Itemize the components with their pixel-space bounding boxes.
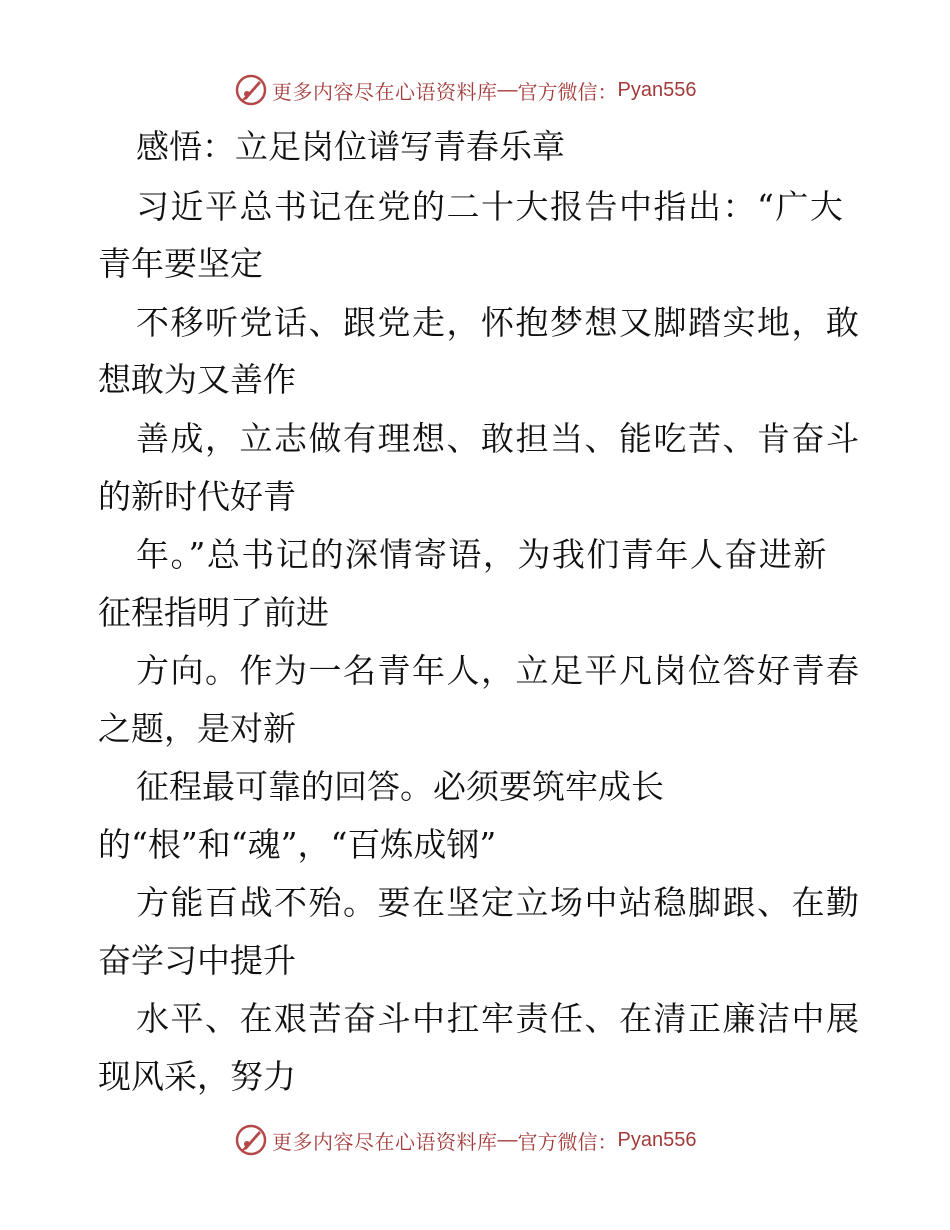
section-title: 感悟：立足岗位谱写青春乐章 xyxy=(136,127,565,166)
body-line: 不移听党话、跟党走，怀抱梦想又脚踏实地，敢 xyxy=(136,303,861,342)
body-line: 方能百战不殆。要在坚定立场中站稳脚跟、在勤 xyxy=(136,883,861,922)
body-line: 习近平总书记在党的二十大报告中指出：“广大 xyxy=(136,187,845,226)
body-line: 奋学习中提升 xyxy=(98,941,296,980)
body-line: 征程最可靠的回答。必须要筑牢成长 xyxy=(136,767,664,806)
body-line: 青年要坚定 xyxy=(98,244,263,283)
banner-dash: — xyxy=(497,1128,518,1151)
banner-wechat-label: 官方微信： xyxy=(517,79,618,104)
body-line: 水平、在艰苦奋斗中扛牢责任、在清正廉洁中展 xyxy=(136,999,861,1038)
banner-wechat-id: Pyan556 xyxy=(617,78,697,101)
banner-wechat-label: 官方微信： xyxy=(517,1129,618,1154)
banner-title: 更多内容尽在心语资料库 xyxy=(272,1129,498,1154)
body-line: 现风采，努力 xyxy=(98,1057,296,1096)
body-line: 年。”总书记的深情寄语，为我们青年人奋进新 xyxy=(136,535,828,574)
body-line: 之题，是对新 xyxy=(98,709,296,748)
body-line: 的新时代好青 xyxy=(98,477,296,516)
banner-wechat-id: Pyan556 xyxy=(617,1128,697,1151)
quill-pen-logo-icon xyxy=(234,73,268,107)
body-line: 善成，立志做有理想、敢担当、能吃苦、肯奋斗 xyxy=(136,419,861,458)
body-line: 方向。作为一名青年人，立足平凡岗位答好青春 xyxy=(136,651,861,690)
banner-title: 更多内容尽在心语资料库 xyxy=(272,79,498,104)
quill-pen-logo-icon xyxy=(234,1123,268,1157)
header-banner xyxy=(234,72,696,108)
banner-dash: — xyxy=(497,78,518,101)
body-line: 想敢为又善作 xyxy=(98,360,296,399)
body-line: 的“根”和“魂”，“百炼成钢” xyxy=(98,825,497,864)
footer-banner xyxy=(234,1122,696,1158)
body-line: 征程指明了前进 xyxy=(98,593,329,632)
